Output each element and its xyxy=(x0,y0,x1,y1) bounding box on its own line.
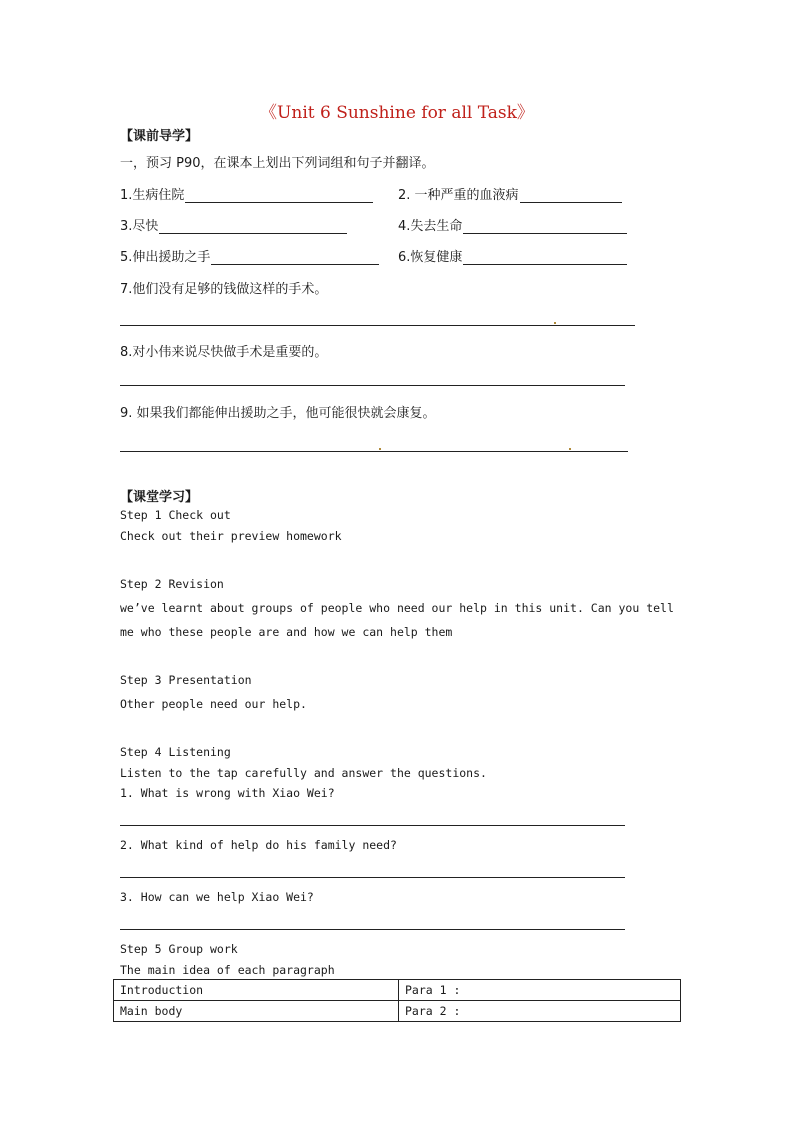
step-text: me who these people are and how we can help them xyxy=(120,625,453,639)
phrase-label: 1.生病住院 xyxy=(120,188,185,203)
phrase-item xyxy=(398,184,622,203)
preview-heading: 【课前导学】 xyxy=(120,129,199,144)
listening-question: 1. What is wrong with Xiao Wei? xyxy=(120,786,335,800)
sentence-prompt: 9. 如果我们都能伸出援助之手，他可能很快就会康复。 xyxy=(120,406,436,421)
step-instruction: Listen to the tap carefully and answer the questions. xyxy=(120,766,487,780)
speck xyxy=(379,448,381,450)
phrase-label: 2. 一种严重的血液病 xyxy=(398,188,519,203)
answer-line[interactable] xyxy=(120,325,635,326)
phrase-item xyxy=(398,215,627,234)
sentence-prompt: 7.他们没有足够的钱做这样的手术。 xyxy=(120,282,328,297)
step-text: Other people need our help. xyxy=(120,697,307,711)
answer-line[interactable] xyxy=(120,451,628,452)
step-text: The main idea of each paragraph xyxy=(120,963,335,977)
step-text: we’ve learnt about groups of people who need our help in this unit. Can you tell xyxy=(120,601,674,615)
answer-line[interactable] xyxy=(120,929,625,930)
step-title: Step 3 Presentation xyxy=(120,673,252,687)
step-title: Step 5 Group work xyxy=(120,942,238,956)
table-cell-section: Main body xyxy=(114,1001,399,1022)
speck xyxy=(569,448,571,450)
phrase-item xyxy=(120,246,379,265)
answer-line[interactable] xyxy=(120,825,625,826)
sentence-prompt: 8.对小伟来说尽快做手术是重要的。 xyxy=(120,345,328,360)
phrase-blank[interactable] xyxy=(520,188,622,203)
step-text: Check out their preview homework xyxy=(120,529,342,543)
phrase-item xyxy=(120,215,347,234)
phrase-blank[interactable] xyxy=(211,250,379,265)
phrase-label: 5.伸出援助之手 xyxy=(120,250,211,265)
phrase-item xyxy=(120,184,373,203)
table-cell-para[interactable]: Para 1 : xyxy=(399,980,681,1001)
table-cell-section: Introduction xyxy=(114,980,399,1001)
listening-question: 2. What kind of help do his family need? xyxy=(120,838,397,852)
answer-line[interactable] xyxy=(120,385,625,386)
table-cell-para[interactable]: Para 2 : xyxy=(399,1001,681,1022)
document-title: 《Unit 6 Sunshine for all Task》 xyxy=(260,103,534,123)
step-title: Step 2 Revision xyxy=(120,577,224,591)
table-row xyxy=(114,980,681,1001)
table-row xyxy=(114,1001,681,1022)
step-title: Step 1 Check out xyxy=(120,508,231,522)
phrase-label: 3.尽快 xyxy=(120,219,159,234)
classroom-heading: 【课堂学习】 xyxy=(120,490,199,505)
main-idea-table xyxy=(113,979,681,1022)
phrase-blank[interactable] xyxy=(463,250,627,265)
phrase-blank[interactable] xyxy=(463,219,627,234)
phrase-blank[interactable] xyxy=(185,188,373,203)
answer-line[interactable] xyxy=(120,877,625,878)
phrase-label: 6.恢复健康 xyxy=(398,250,463,265)
phrase-blank[interactable] xyxy=(159,219,347,234)
step-title: Step 4 Listening xyxy=(120,745,231,759)
listening-question: 3. How can we help Xiao Wei? xyxy=(120,890,314,904)
phrase-item xyxy=(398,246,627,265)
speck xyxy=(554,322,556,324)
phrase-label: 4.失去生命 xyxy=(398,219,463,234)
preview-instruction: 一，预习 P90，在课本上划出下列词组和句子并翻译。 xyxy=(120,156,435,171)
